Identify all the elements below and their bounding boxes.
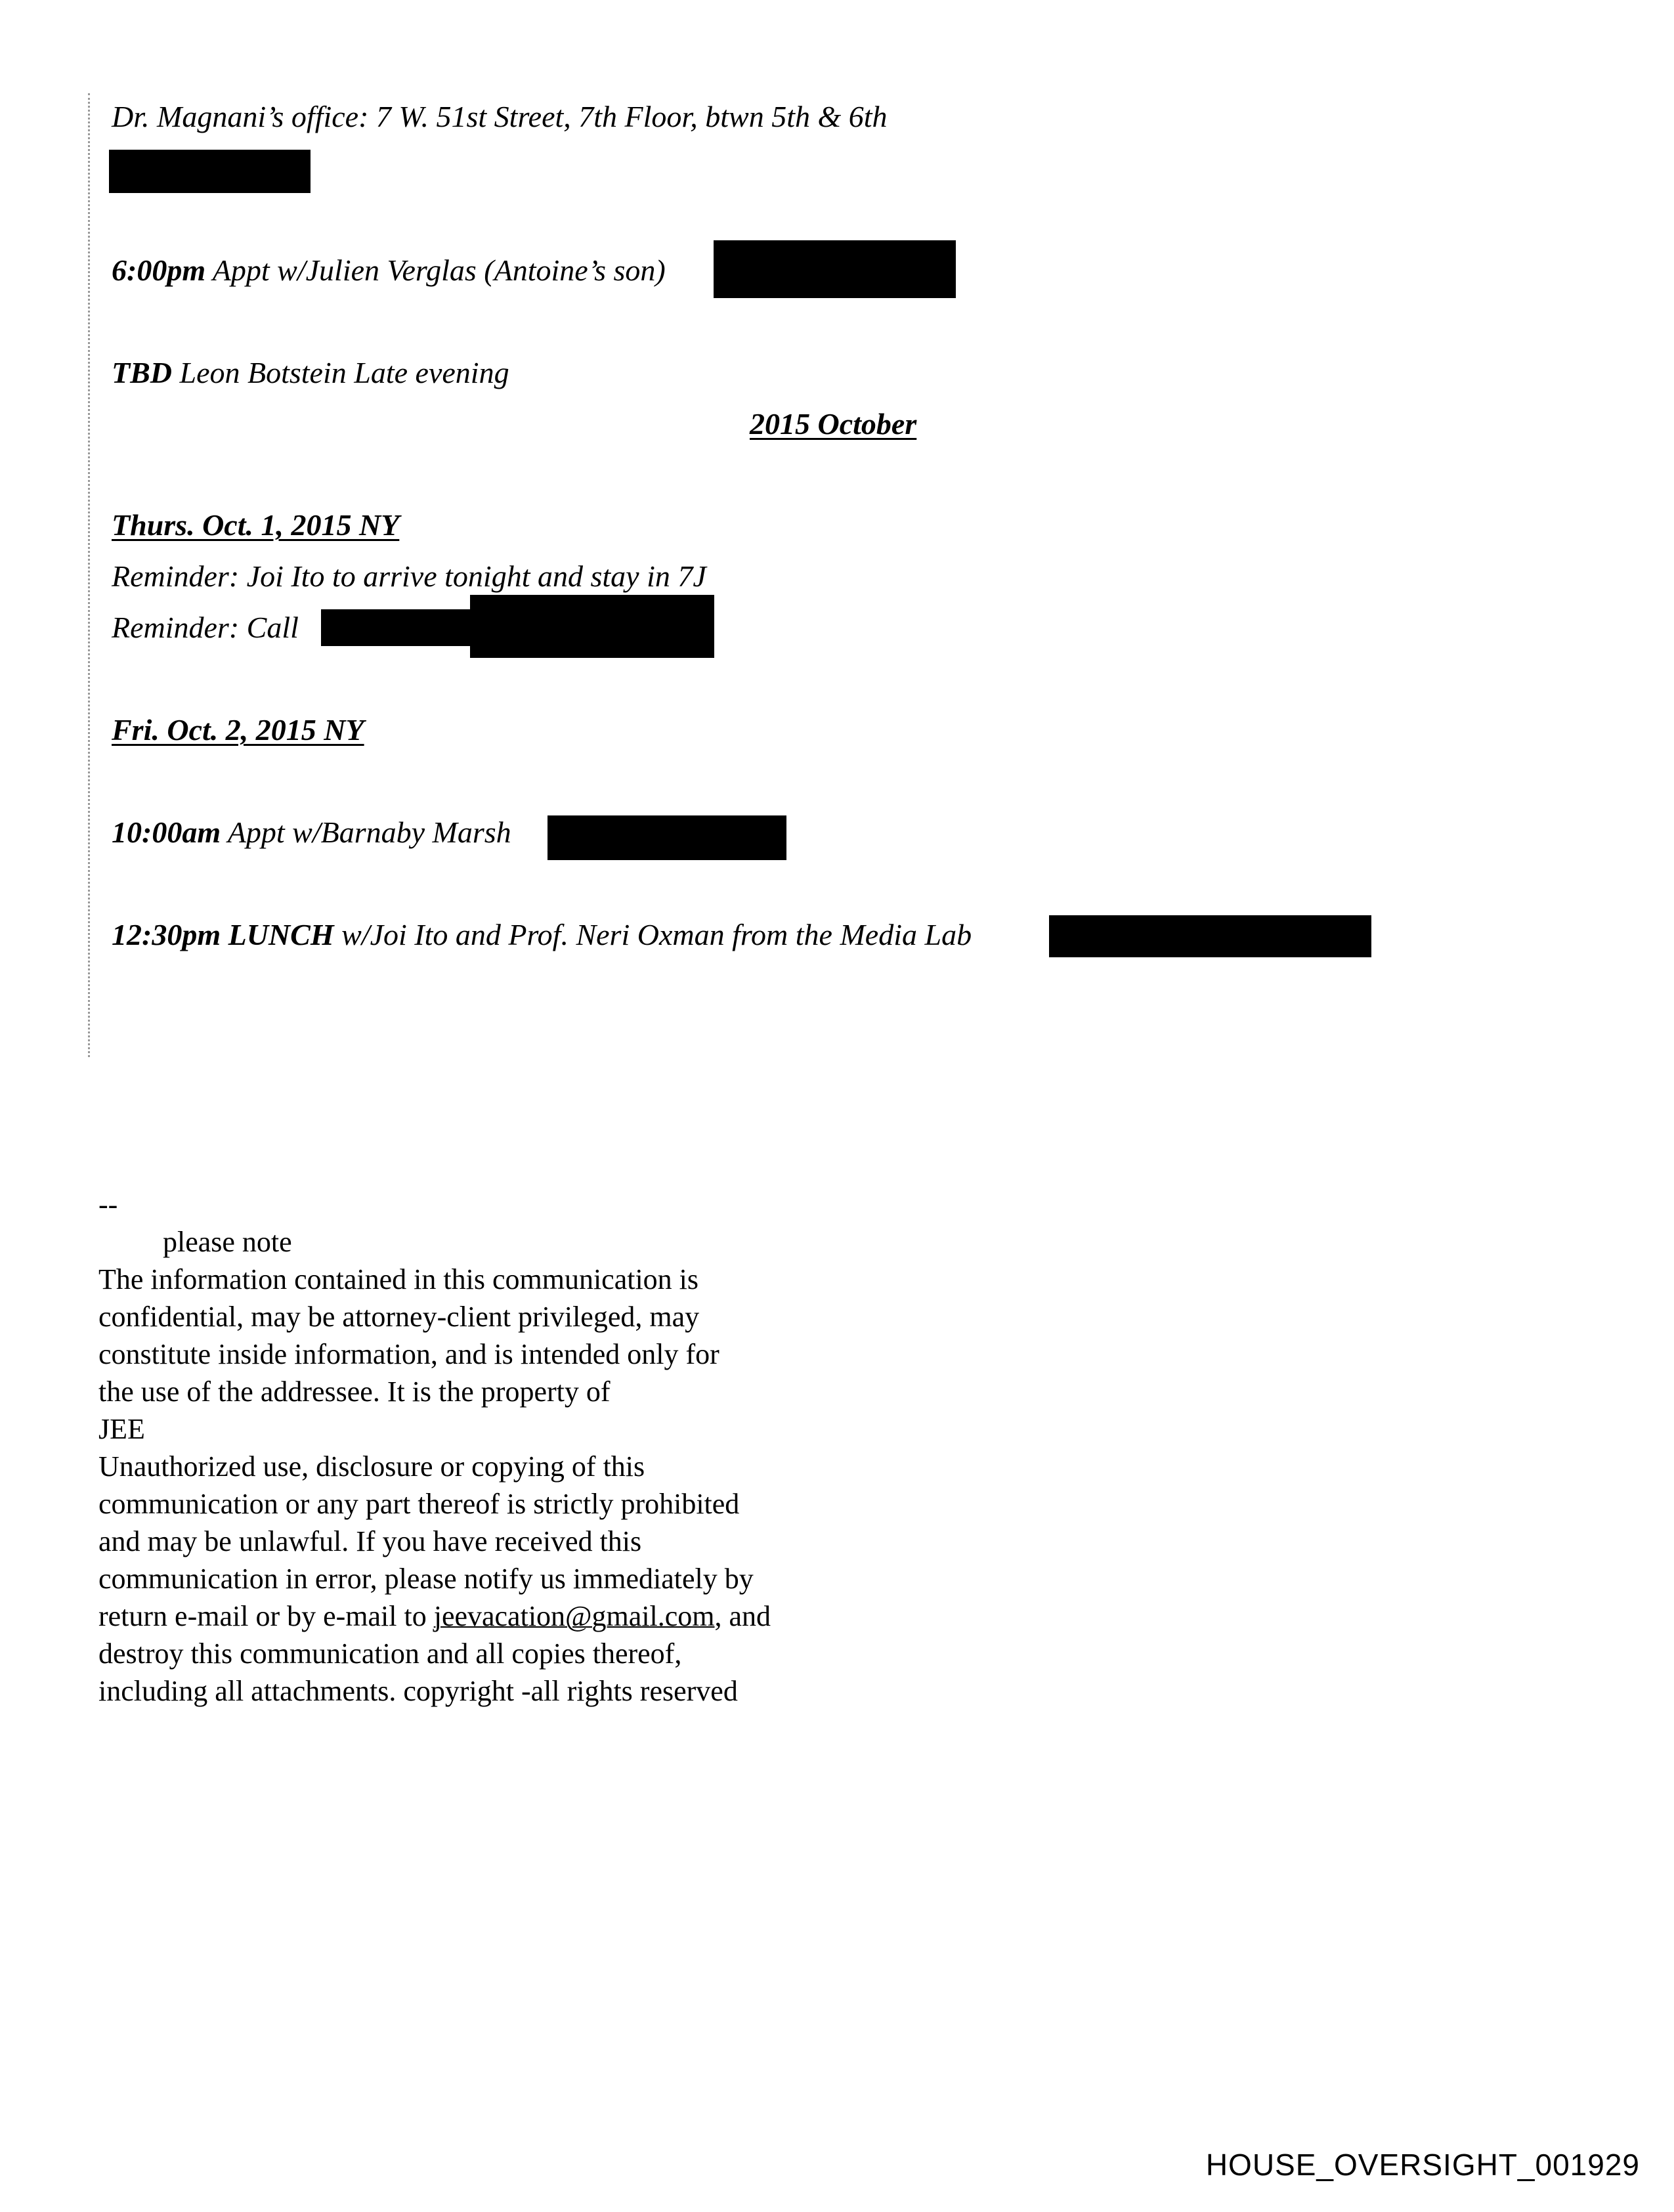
disclaimer-line: The information contained in this communication is bbox=[98, 1263, 699, 1295]
disclaimer-line: including all attachments. copyright -all rights reserved bbox=[98, 1675, 738, 1707]
appt-julien-line bbox=[112, 252, 666, 289]
disclaimer-line: the use of the addressee. It is the property of bbox=[98, 1376, 611, 1408]
appt-time: 10:00am bbox=[112, 815, 221, 849]
lunch-time: 12:30pm LUNCH bbox=[112, 918, 334, 951]
please-note: please note bbox=[163, 1226, 292, 1258]
tbd-leon-line bbox=[112, 355, 509, 391]
appt-text: Appt w/Julien Verglas (Antoine’s son) bbox=[212, 253, 666, 287]
email-link[interactable]: jeevacation@gmail.com bbox=[433, 1600, 715, 1632]
day-heading-oct1: Thurs. Oct. 1, 2015 NY bbox=[112, 508, 400, 542]
appt-barnaby-line bbox=[112, 814, 511, 851]
redaction-box bbox=[109, 150, 311, 193]
disclaimer-line: constitute inside information, and is intended only for bbox=[98, 1338, 719, 1370]
redaction-box bbox=[547, 815, 786, 860]
redaction-box bbox=[714, 240, 956, 298]
disclaimer-line: and may be unlawful. If you have received this bbox=[98, 1525, 642, 1557]
disclaimer-line: JEE bbox=[98, 1413, 145, 1445]
disclaimer-line: destroy this communication and all copies thereof, bbox=[98, 1637, 682, 1670]
confidentiality-footer bbox=[98, 1186, 771, 1710]
reminder-joi-line: Reminder: Joi Ito to arrive tonight and stay in 7J bbox=[112, 559, 706, 593]
disclaimer-text: return e-mail or by e-mail to bbox=[98, 1600, 434, 1632]
redaction-box bbox=[321, 609, 472, 646]
lunch-text: w/Joi Ito and Prof. Neri Oxman from the Media Lab bbox=[341, 918, 972, 951]
lunch-line bbox=[112, 917, 972, 953]
day-heading-oct2: Fri. Oct. 2, 2015 NY bbox=[112, 713, 364, 747]
reminder-call-line: Reminder: Call bbox=[112, 611, 299, 644]
redaction-box bbox=[470, 595, 714, 658]
signature-separator: -- bbox=[98, 1188, 118, 1221]
appt-time: 6:00pm bbox=[112, 253, 206, 287]
disclaimer-line: communication in error, please notify us immediately by bbox=[98, 1563, 754, 1595]
quote-bar bbox=[88, 93, 90, 1057]
redaction-box bbox=[1049, 915, 1371, 957]
tbd-label: TBD bbox=[112, 356, 172, 389]
appt-text: Appt w/Barnaby Marsh bbox=[227, 815, 511, 849]
bates-number: HOUSE_OVERSIGHT_001929 bbox=[1205, 2148, 1640, 2182]
disclaimer-line: confidential, may be attorney-client privileged, may bbox=[98, 1301, 700, 1333]
disclaimer-line: Unauthorized use, disclosure or copying of this bbox=[98, 1450, 645, 1483]
month-heading: 2015 October bbox=[750, 407, 917, 441]
tbd-text: Leon Botstein Late evening bbox=[179, 356, 509, 389]
disclaimer-text: , and bbox=[714, 1600, 771, 1632]
disclaimer-line-email bbox=[98, 1597, 771, 1635]
office-address-line: Dr. Magnani’s office: 7 W. 51st Street, 7th Floor, btwn 5th & 6th bbox=[112, 100, 888, 133]
disclaimer-line: communication or any part thereof is strictly prohibited bbox=[98, 1488, 740, 1520]
